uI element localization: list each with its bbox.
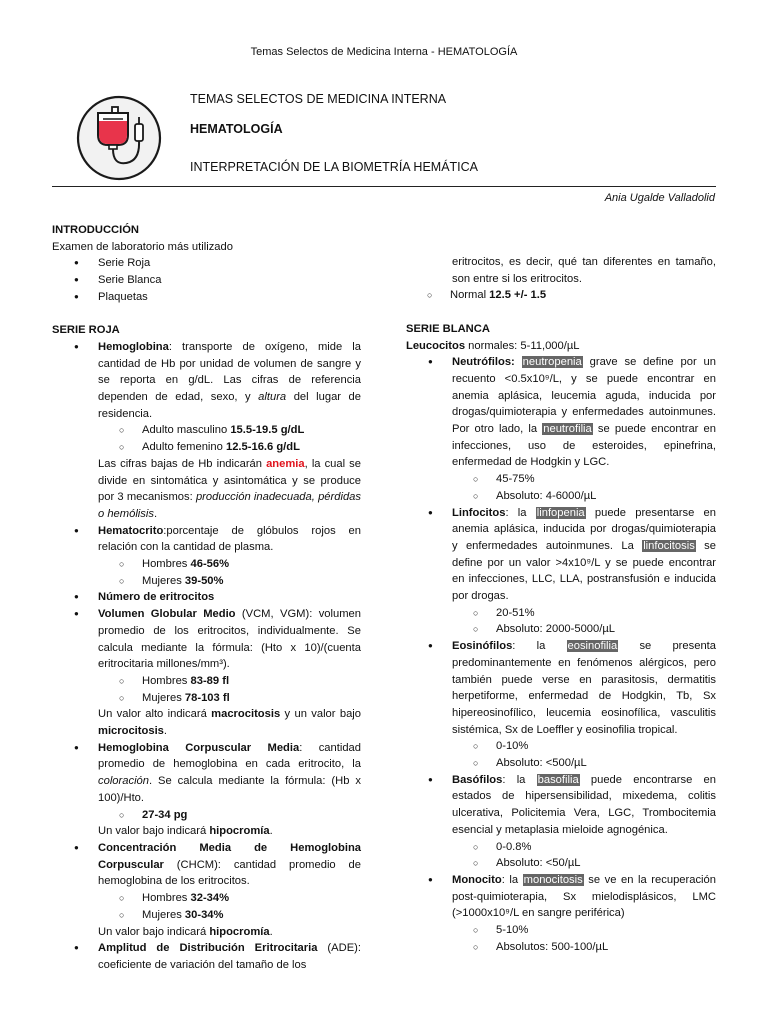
chcm-item: ● Concentración Media de Hemoglobina Corpuscular (CHCM): cantidad promedio de hemoglobina de los eritrocitos. ○ Hombres 32-34% ○ Mujeres 30-34% Un valor bajo indicará hipocromía.: [52, 840, 361, 940]
intro-item-plaquetas: ● Plaquetas: [52, 289, 361, 306]
highlight-neutropenia: neutropenia: [522, 356, 582, 369]
monocito-absolute: ○ Absolutos: 500-100/µL: [452, 939, 716, 956]
hematocrito-ranges: [98, 556, 361, 589]
hcm-note: Un valor bajo indicará hipocromía.: [98, 825, 273, 838]
hcm-item: ● Hemoglobina Corpuscular Media: cantidad promedio de hemoglobina en cada eritrocito, la coloración. Se calcula mediante la fórmula: (Hb x 100)/Hto. ○ 27-34 pg Un valor bajo indicará hipocromía.: [52, 740, 361, 840]
serie-blanca-list: [406, 354, 716, 955]
intro-list: [52, 255, 361, 305]
vcm-note: Un valor alto indicará macrocitosis y un valor bajo microcitosis.: [98, 708, 362, 738]
ade-normal-range: ○ Normal 12.5 +/- 1.5: [406, 287, 716, 304]
left-column: [52, 222, 361, 974]
hemoglobina-ranges: [98, 422, 361, 455]
chcm-note: Un valor bajo indicará hipocromía.: [98, 925, 273, 938]
hb-low-note: Las cifras bajas de Hb indicarán anemia, la cual se divide en sintomática y asintomática y se produce por 3 mecanismos: producción inadecuada, pérdidas o hemólisis.: [98, 457, 362, 520]
neutrofilos-item: ● Neutrófilos: neutropenia grave se define por un recuento <0.5x10⁹/L, y se puede encontrar en anemia aplásica, leucemia aguda, inducida por drogas/quimioterapia y enfermedades autoinmunes. Por otro lado, la neutrofilia se puede encontrar en infecciones, uso de esteroides, epinefrina, enfermedad de Hodgkin y LGC. ○ 45-75% ○ Absoluto: 4-6000/µL: [406, 354, 716, 504]
serie-roja-list: [52, 339, 361, 974]
vcm-ranges: [98, 673, 361, 706]
right-column: [406, 254, 716, 956]
highlight-monocitosis: monocitosis: [523, 874, 583, 886]
monocito-ranges: [452, 922, 716, 955]
eosinofilos-percent: ○ 0-10%: [452, 738, 716, 755]
intro-heading: INTRODUCCIÓN: [52, 224, 140, 236]
eosinofilos-item: ● Eosinófilos: la eosinofilia se presenta predominantemente en fenómenos alérgicos, pero también puede verse en parasitosis, dermatitis herpetiforme, enfermedad de Hodgkin, Tb, Sx hipereosinofílico, leucemia eosinofílica, vasculitis sistémica, Sx de Loeffler y eosinofilia tropical. ○ 0-10% ○ Absoluto: <500/µL: [406, 638, 716, 772]
linfocitos-percent: ○ 20-51%: [452, 605, 716, 622]
blood-bag-logo-icon: [76, 95, 162, 181]
vcm-item: ● Volumen Globular Medio (VCM, VGM): volumen promedio de los eritrocitos, individualmente. Se calcula mediante la fórmula: (Hto x 10)/(cuenta eritrocitaria millones/mm³). ○ Hombres 83-89 fl ○ Mujeres 78-103 fl Un valor alto indicará macrocitosis y un valor bajo microcitosis.: [52, 606, 361, 740]
chcm-men-range: ○ Hombres 32-34%: [98, 890, 361, 907]
monocito-percent: ○ 5-10%: [452, 922, 716, 939]
intro-item-serie-roja: ● Serie Roja: [52, 255, 361, 272]
vcm-women-range: ○ Mujeres 78-103 fl: [98, 690, 361, 707]
chcm-ranges: [98, 890, 361, 923]
linfocitos-item: ● Linfocitos: la linfopenia puede presentarse en anemia aplásica, inducida por drogas/quimioterapia y enfermedades autoinmunes. La linfocitosis se define por un valor >4x10⁹/L y se puede encontrar en infecciones, LLC, LLA, postransfusión e inducida por drogas. ○ 20-51% ○ Absoluto: 2000-5000/µL: [406, 505, 716, 639]
hemoglobina-item: ● Hemoglobina: transporte de oxígeno, mide la cantidad de Hb por unidad de volumen de sangre y se reporta en g/dL. Las cifras de referencia dependen de edad, sexo, y altura del lugar de residencia. ○ Adulto masculino 15.5-19.5 g/dL ○ Adulto femenino 12.5-16.6 g/dL Las cifras bajas de Hb indicarán anemia, la cual se divide en sintomática y asintomática y se produce por 3 mecanismos: producción inadecuada, pérdidas o hemólisis.: [52, 339, 361, 523]
eosinofilos-absolute: ○ Absoluto: <500/µL: [452, 755, 716, 772]
hto-men-range: ○ Hombres 46-56%: [98, 556, 361, 573]
linfocitos-absolute: ○ Absoluto: 2000-5000/µL: [452, 621, 716, 638]
doc-title-topic: INTERPRETACIÓN DE LA BIOMETRÍA HEMÁTICA: [190, 160, 479, 174]
highlight-linfocitosis: linfocitosis: [643, 539, 695, 552]
linfocitos-ranges: [452, 605, 716, 638]
intro-text: Examen de laboratorio más utilizado: [52, 240, 233, 253]
neutrofilos-percent: ○ 45-75%: [452, 471, 716, 488]
chcm-women-range: ○ Mujeres 30-34%: [98, 907, 361, 924]
ade-ranges: [406, 287, 716, 304]
neutrofilos-absolute: ○ Absoluto: 4-6000/µL: [452, 488, 716, 505]
serie-roja-heading: SERIE ROJA: [52, 324, 120, 337]
doc-title-subject: HEMATOLOGÍA: [190, 122, 283, 136]
highlight-eosinofilia: eosinofilia: [567, 640, 618, 653]
hcm-ranges: [98, 807, 361, 824]
basofilos-item: ● Basófilos: la basofilia puede encontrarse en estados de hipersensibilidad, mixedema, colitis ulcerativa, Policitemia Vera, LGC, Trombocitemia esencial y metaplasia mieloide agnogénica. ○ 0-0.8% ○ Absoluto: <50/µL: [406, 772, 716, 872]
eosinofilos-ranges: [452, 738, 716, 771]
hcm-range: ○ 27-34 pg: [98, 807, 361, 824]
basofilos-percent: ○ 0-0.8%: [452, 839, 716, 856]
title-divider: [52, 186, 716, 187]
running-header: Temas Selectos de Medicina Interna - HEMATOLOGÍA: [250, 46, 518, 58]
doc-title-course: TEMAS SELECTOS DE MEDICINA INTERNA: [190, 92, 447, 106]
highlight-basofilia: basofilia: [537, 773, 579, 786]
ade-item: ● Amplitud de Distribución Eritrocitaria (ADE): coeficiente de variación del tamaño de los: [52, 940, 361, 973]
vcm-men-range: ○ Hombres 83-89 fl: [98, 673, 361, 690]
author: Ania Ugalde Valladolid: [604, 192, 715, 204]
basofilos-absolute: ○ Absoluto: <50/µL: [452, 855, 716, 872]
hb-male-range: ○ Adulto masculino 15.5-19.5 g/dL: [98, 422, 361, 439]
intro-item-serie-blanca: ● Serie Blanca: [52, 272, 361, 289]
leucocitos-line: Leucocitos normales: 5-11,000/µL: [406, 339, 580, 352]
eritrocitos-item: ● Número de eritrocitos: [52, 589, 361, 606]
hb-female-range: ○ Adulto femenino 12.5-16.6 g/dL: [98, 439, 361, 456]
highlight-linfopenia: linfopenia: [536, 506, 585, 519]
basofilos-ranges: [452, 839, 716, 872]
highlight-neutrofilia: neutrofilia: [543, 423, 592, 436]
monocito-item: ● Monocito: la monocitosis se ve en la recuperación post-quimioterapia, Sx mielodisplásicos, LMC (>1000x10⁹/L en sangre periférica) ○ 5-10% ○ Absolutos: 500-100/µL: [406, 872, 716, 956]
hematocrito-item: ● Hematocrito:porcentaje de glóbulos rojos en relación con la cantidad de plasma. ○ Hombres 46-56% ○ Mujeres 39-50%: [52, 523, 361, 590]
serie-blanca-heading: SERIE BLANCA: [406, 322, 490, 335]
hto-women-range: ○ Mujeres 39-50%: [98, 573, 361, 590]
ade-continuation: eritrocitos, es decir, qué tan diferentes en tamaño, son entre si los eritrocitos.: [452, 256, 716, 285]
neutrofilos-ranges: [452, 471, 716, 504]
